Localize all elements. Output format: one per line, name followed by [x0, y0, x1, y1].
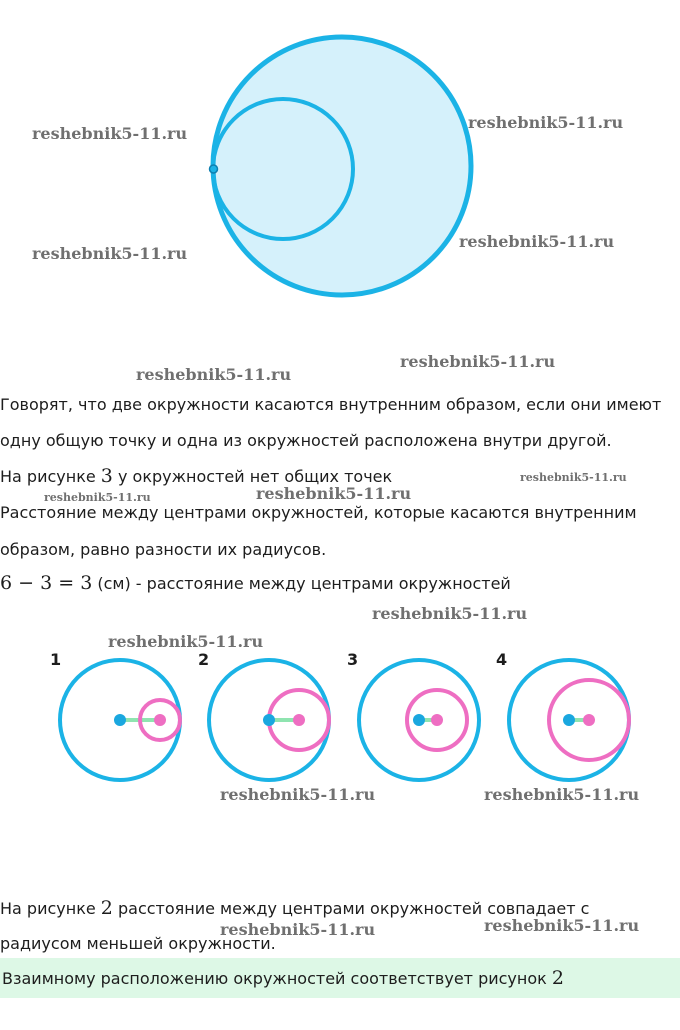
watermark: reshebnik5-11.ru: [372, 604, 528, 623]
answer-box: [0, 958, 680, 998]
figure-4: [505, 658, 635, 782]
big-center-dot: [114, 714, 126, 726]
paragraph-line: образом, равно разности их радиусов.: [0, 540, 327, 559]
small-center-dot: [293, 714, 305, 726]
text-fragment: у окружностей нет общих точек: [112, 467, 393, 486]
paragraph-line: одну общую точку и одна из окружностей расположена внутри другой.: [0, 431, 612, 450]
big-center-dot: [413, 714, 425, 726]
figure-2: [205, 658, 335, 782]
tangent-circles-diagram: [200, 34, 480, 304]
watermark: reshebnik5-11.ru: [256, 484, 412, 503]
math-number: 3: [100, 465, 113, 487]
watermark: reshebnik5-11.ru: [484, 785, 640, 804]
figure-3: [355, 658, 485, 782]
figure-label-1: 1: [50, 650, 62, 669]
math-operator: −: [12, 572, 41, 594]
watermark: reshebnik5-11.ru: [32, 124, 188, 143]
small-center-dot: [431, 714, 443, 726]
answer-text: [2, 967, 564, 989]
figure-label-4: 4: [496, 650, 508, 669]
math-number: 3: [40, 572, 53, 594]
math-number: 2: [551, 967, 564, 989]
watermark: reshebnik5-11.ru: [32, 244, 188, 263]
paragraph-line: радиусом меньшей окружности.: [0, 934, 276, 953]
small-center-dot: [583, 714, 595, 726]
math-number: 3: [80, 572, 93, 594]
figure-1: [56, 658, 186, 782]
math-operator: =: [52, 572, 81, 594]
text-fragment: (см) - расстояние между центрами окружностей: [92, 574, 511, 593]
watermark: reshebnik5-11.ru: [400, 352, 556, 371]
math-number: 6: [0, 572, 13, 594]
outer-circle: [213, 37, 471, 295]
watermark: reshebnik5-11.ru: [484, 916, 640, 935]
watermark: reshebnik5-11.ru: [459, 232, 615, 251]
equation-line: [0, 572, 511, 594]
paragraph-line: Расстояние между центрами окружностей, которые касаются внутренним: [0, 503, 637, 522]
big-center-dot: [263, 714, 275, 726]
watermark: reshebnik5-11.ru: [220, 785, 376, 804]
tangent-point: [210, 165, 218, 173]
figure-label-2: 2: [198, 650, 210, 669]
math-number: 2: [100, 897, 113, 919]
text-fragment: На рисунке: [0, 467, 101, 486]
text-fragment: расстояние между центрами окружностей совпадает с: [112, 899, 590, 918]
watermark: reshebnik5-11.ru: [44, 491, 151, 504]
big-center-dot: [563, 714, 575, 726]
text-fragment: Взаимному расположению окружностей соответствует рисунок: [2, 969, 552, 988]
small-center-dot: [154, 714, 166, 726]
watermark: reshebnik5-11.ru: [520, 471, 627, 484]
watermark: reshebnik5-11.ru: [468, 113, 624, 132]
figure-label-3: 3: [347, 650, 359, 669]
watermark: reshebnik5-11.ru: [136, 365, 292, 384]
watermark: reshebnik5-11.ru: [108, 632, 264, 651]
watermark: reshebnik5-11.ru: [220, 920, 376, 939]
paragraph-line: [0, 897, 589, 919]
paragraph-line: [0, 465, 392, 487]
text-fragment: На рисунке: [0, 899, 101, 918]
paragraph-line: Говорят, что две окружности касаются внутренним образом, если они имеют: [0, 395, 662, 414]
